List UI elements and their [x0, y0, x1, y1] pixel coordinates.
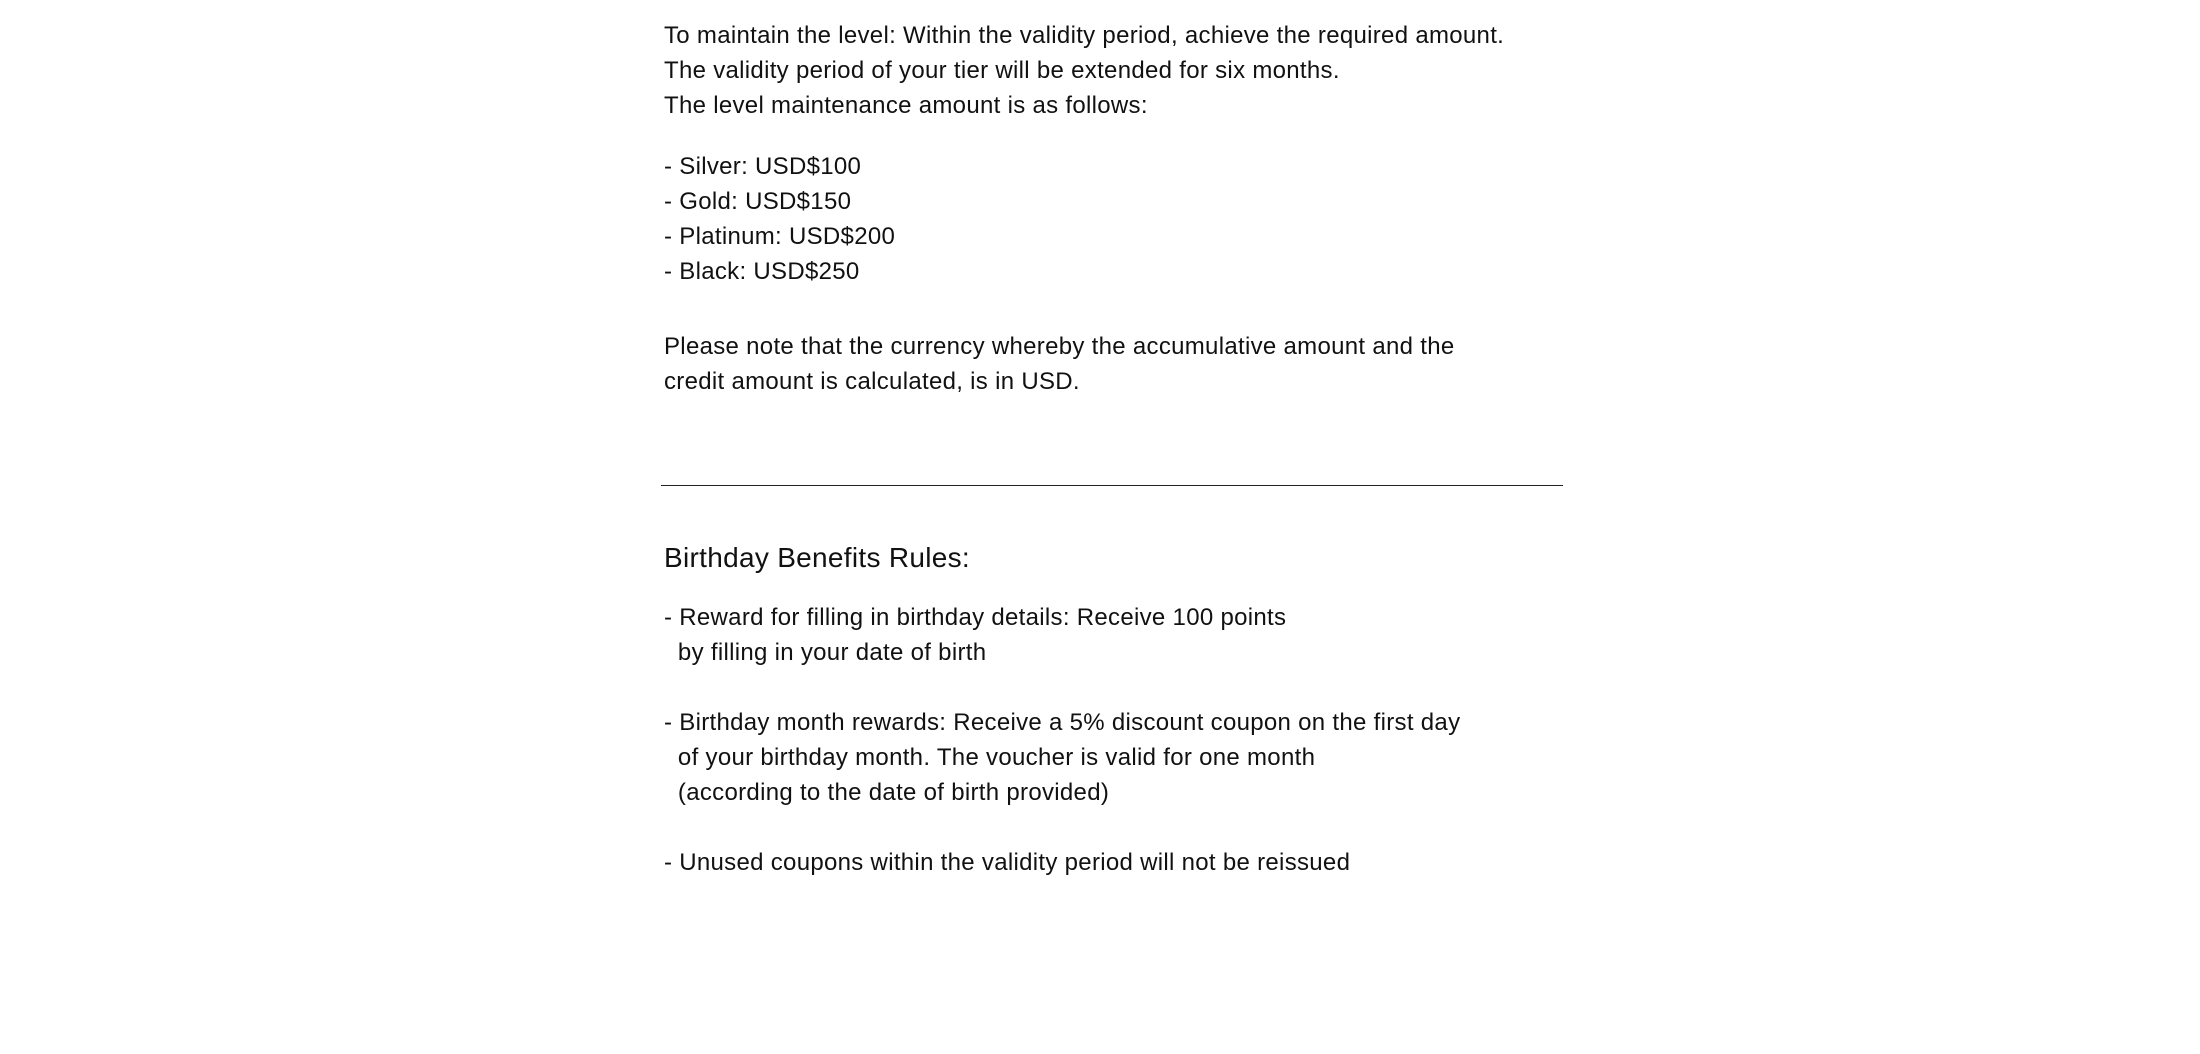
- rule-line: - Reward for filling in birthday details: Receive 100 points: [664, 604, 1287, 631]
- currency-note-line: Please note that the currency whereby the accumulative amount and the: [664, 333, 1455, 360]
- tier-item-silver: - Silver: USD$100: [664, 153, 862, 180]
- birthday-rule-details-reward: [664, 600, 1564, 670]
- maintenance-line: The level maintenance amount is as follows:: [664, 92, 1148, 119]
- rule-line: - Birthday month rewards: Receive a 5% discount coupon on the first day: [664, 709, 1461, 736]
- birthday-rule-month-reward: [664, 705, 1564, 810]
- birthday-benefits-title: Birthday Benefits Rules:: [664, 542, 971, 573]
- tier-amount-list: [664, 149, 1564, 289]
- maintenance-intro: [664, 18, 1564, 123]
- currency-note-line: credit amount is calculated, is in USD.: [664, 368, 1080, 395]
- tier-item-gold: - Gold: USD$150: [664, 188, 852, 215]
- section-divider: [661, 485, 1563, 486]
- birthday-rule-unused-coupons: [664, 845, 1564, 880]
- birthday-benefits-section: [664, 536, 1564, 915]
- tier-item-black: - Black: USD$250: [664, 258, 860, 285]
- maintenance-line: The validity period of your tier will be extended for six months.: [664, 57, 1340, 84]
- maintenance-line: To maintain the level: Within the validity period, achieve the required amount.: [664, 22, 1505, 49]
- rule-line: of your birthday month. The voucher is valid for one month: [664, 744, 1316, 771]
- currency-note: [664, 329, 1564, 399]
- rule-line: (according to the date of birth provided): [664, 779, 1110, 806]
- rule-line: by filling in your date of birth: [664, 639, 987, 666]
- tier-item-platinum: - Platinum: USD$200: [664, 223, 896, 250]
- rule-line: - Unused coupons within the validity period will not be reissued: [664, 849, 1351, 876]
- tier-maintenance-section: [664, 18, 1564, 399]
